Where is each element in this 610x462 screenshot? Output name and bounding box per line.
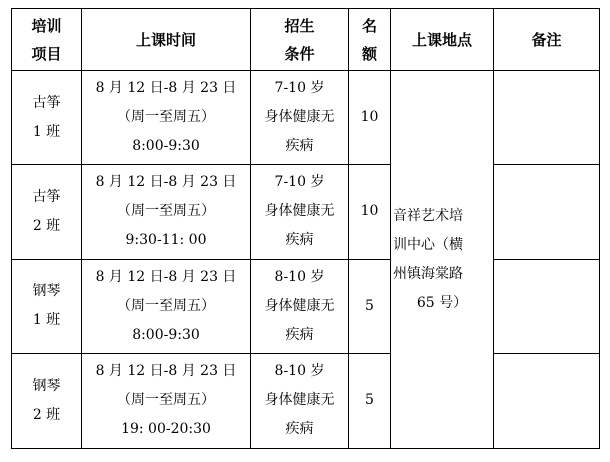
cell-project: 钢琴 1 班 — [12, 259, 82, 353]
cell-time: 8 月 12 日-8 月 23 日 （周一至周五） 8:00-9:30 — [82, 71, 251, 165]
cell-conditions: 8-10 岁 身体健康无 疾病 — [251, 259, 349, 353]
table-header-row — [12, 9, 600, 71]
header-project: 培训 项目 — [12, 9, 82, 71]
cell-conditions: 7-10 岁 身体健康无 疾病 — [251, 165, 349, 259]
table-row — [12, 165, 600, 259]
cell-location: 音祥艺术培 训中心（横 州镇海棠路 65 号） — [391, 71, 494, 449]
table-row — [12, 259, 600, 353]
training-schedule-table — [11, 8, 600, 449]
cell-remarks — [494, 71, 600, 165]
cell-time: 8 月 12 日-8 月 23 日 （周一至周五） 8:00-9:30 — [82, 259, 251, 353]
cell-conditions: 7-10 岁 身体健康无 疾病 — [251, 71, 349, 165]
header-location: 上课地点 — [391, 9, 494, 71]
table-row — [12, 353, 600, 448]
cell-remarks — [494, 165, 600, 259]
cell-project: 古筝 1 班 — [12, 71, 82, 165]
cell-quota: 5 — [349, 259, 391, 353]
cell-remarks — [494, 259, 600, 353]
cell-time: 8 月 12 日-8 月 23 日 （周一至周五） 9:30-11: 00 — [82, 165, 251, 259]
cell-project: 钢琴 2 班 — [12, 353, 82, 448]
cell-remarks — [494, 353, 600, 448]
header-conditions: 招生 条件 — [251, 9, 349, 71]
cell-project: 古筝 2 班 — [12, 165, 82, 259]
cell-conditions: 8-10 岁 身体健康无 疾病 — [251, 353, 349, 448]
cell-time: 8 月 12 日-8 月 23 日 （周一至周五） 19: 00-20:30 — [82, 353, 251, 448]
table-row — [12, 71, 600, 165]
header-time: 上课时间 — [82, 9, 251, 71]
cell-quota: 10 — [349, 71, 391, 165]
header-remarks: 备注 — [494, 9, 600, 71]
cell-quota: 10 — [349, 165, 391, 259]
header-quota: 名 额 — [349, 9, 391, 71]
cell-quota: 5 — [349, 353, 391, 448]
